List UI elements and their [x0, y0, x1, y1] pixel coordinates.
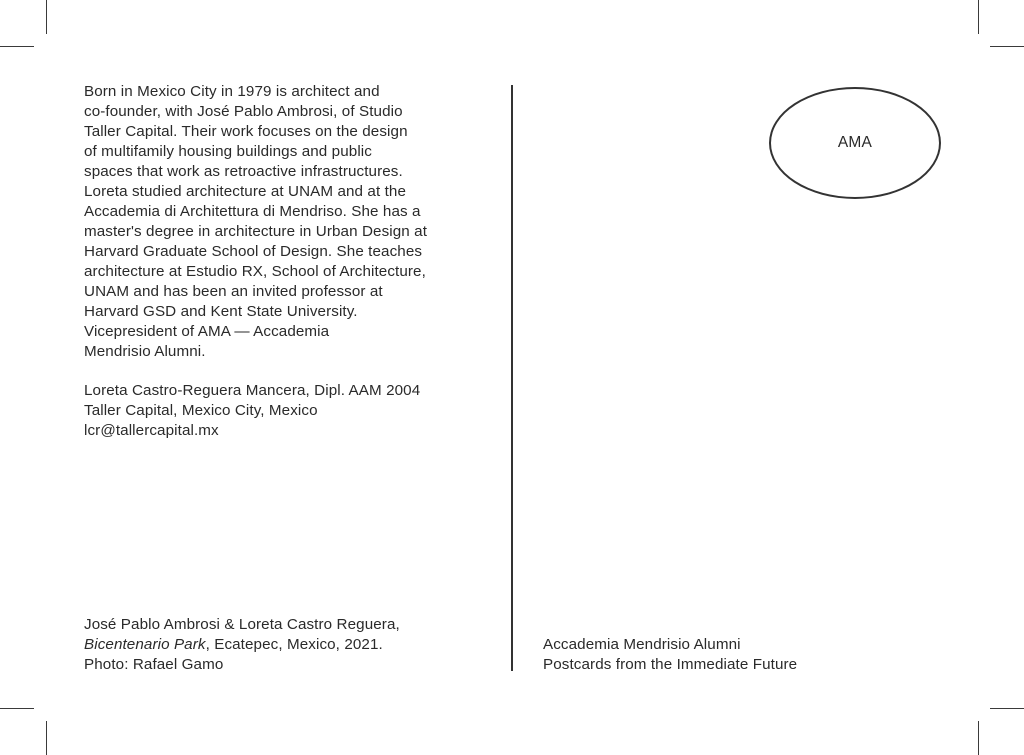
bio-line: architecture at Estudio RX, School of Architecture,	[84, 263, 426, 280]
crop-mark-top-right-horizontal	[990, 46, 1024, 47]
crop-mark-bottom-left-horizontal	[0, 708, 34, 709]
bio-line: Harvard GSD and Kent State University.	[84, 303, 358, 320]
crop-mark-top-right-vertical	[978, 0, 979, 34]
crop-mark-top-left-horizontal	[0, 46, 34, 47]
crop-mark-bottom-right-vertical	[978, 721, 979, 755]
bio-line: Harvard Graduate School of Design. She teaches	[84, 243, 423, 260]
postcard-footer	[543, 635, 797, 675]
ama-stamp	[769, 87, 941, 199]
bio-line: Accademia di Architettura di Mendriso. She has a	[84, 203, 421, 220]
bio-line: Born in Mexico City in 1979 is architect and	[84, 83, 380, 100]
contact-address	[84, 381, 420, 441]
caption-project-title: Bicentenario Park	[84, 636, 206, 653]
photo-caption	[84, 615, 400, 675]
footer-organization: Accademia Mendrisio Alumni	[543, 636, 741, 653]
crop-mark-top-left-vertical	[46, 0, 47, 34]
bio-line: master's degree in architecture in Urban Design at	[84, 223, 428, 240]
biography-text	[84, 82, 484, 362]
bio-line: of multifamily housing buildings and public	[84, 143, 372, 160]
crop-mark-bottom-left-vertical	[46, 721, 47, 755]
bio-line: spaces that work as retroactive infrastructures.	[84, 163, 403, 180]
stamp-label: AMA	[837, 134, 873, 151]
office-location: Taller Capital, Mexico City, Mexico	[84, 402, 318, 419]
author-name: Loreta Castro-Reguera Mancera, Dipl. AAM 2004	[84, 382, 421, 399]
bio-line: Taller Capital. Their work focuses on the design	[84, 123, 408, 140]
bio-line: Mendrisio Alumni.	[84, 343, 206, 360]
bio-line: Loreta studied architecture at UNAM and at the	[84, 183, 407, 200]
caption-project-location: , Ecatepec, Mexico, 2021.	[205, 636, 383, 653]
bio-line: Vicepresident of AMA — Accademia	[84, 323, 330, 340]
caption-authors: José Pablo Ambrosi & Loreta Castro Reguera,	[84, 616, 400, 633]
email-address: lcr@tallercapital.mx	[84, 422, 219, 439]
caption-photo-credit: Photo: Rafael Gamo	[84, 656, 224, 673]
crop-mark-bottom-right-horizontal	[990, 708, 1024, 709]
caption-project	[84, 635, 400, 655]
postcard-divider	[511, 85, 513, 671]
bio-line: UNAM and has been an invited professor at	[84, 283, 383, 300]
footer-series-title: Postcards from the Immediate Future	[543, 656, 798, 673]
bio-line: co-founder, with José Pablo Ambrosi, of Studio	[84, 103, 403, 120]
